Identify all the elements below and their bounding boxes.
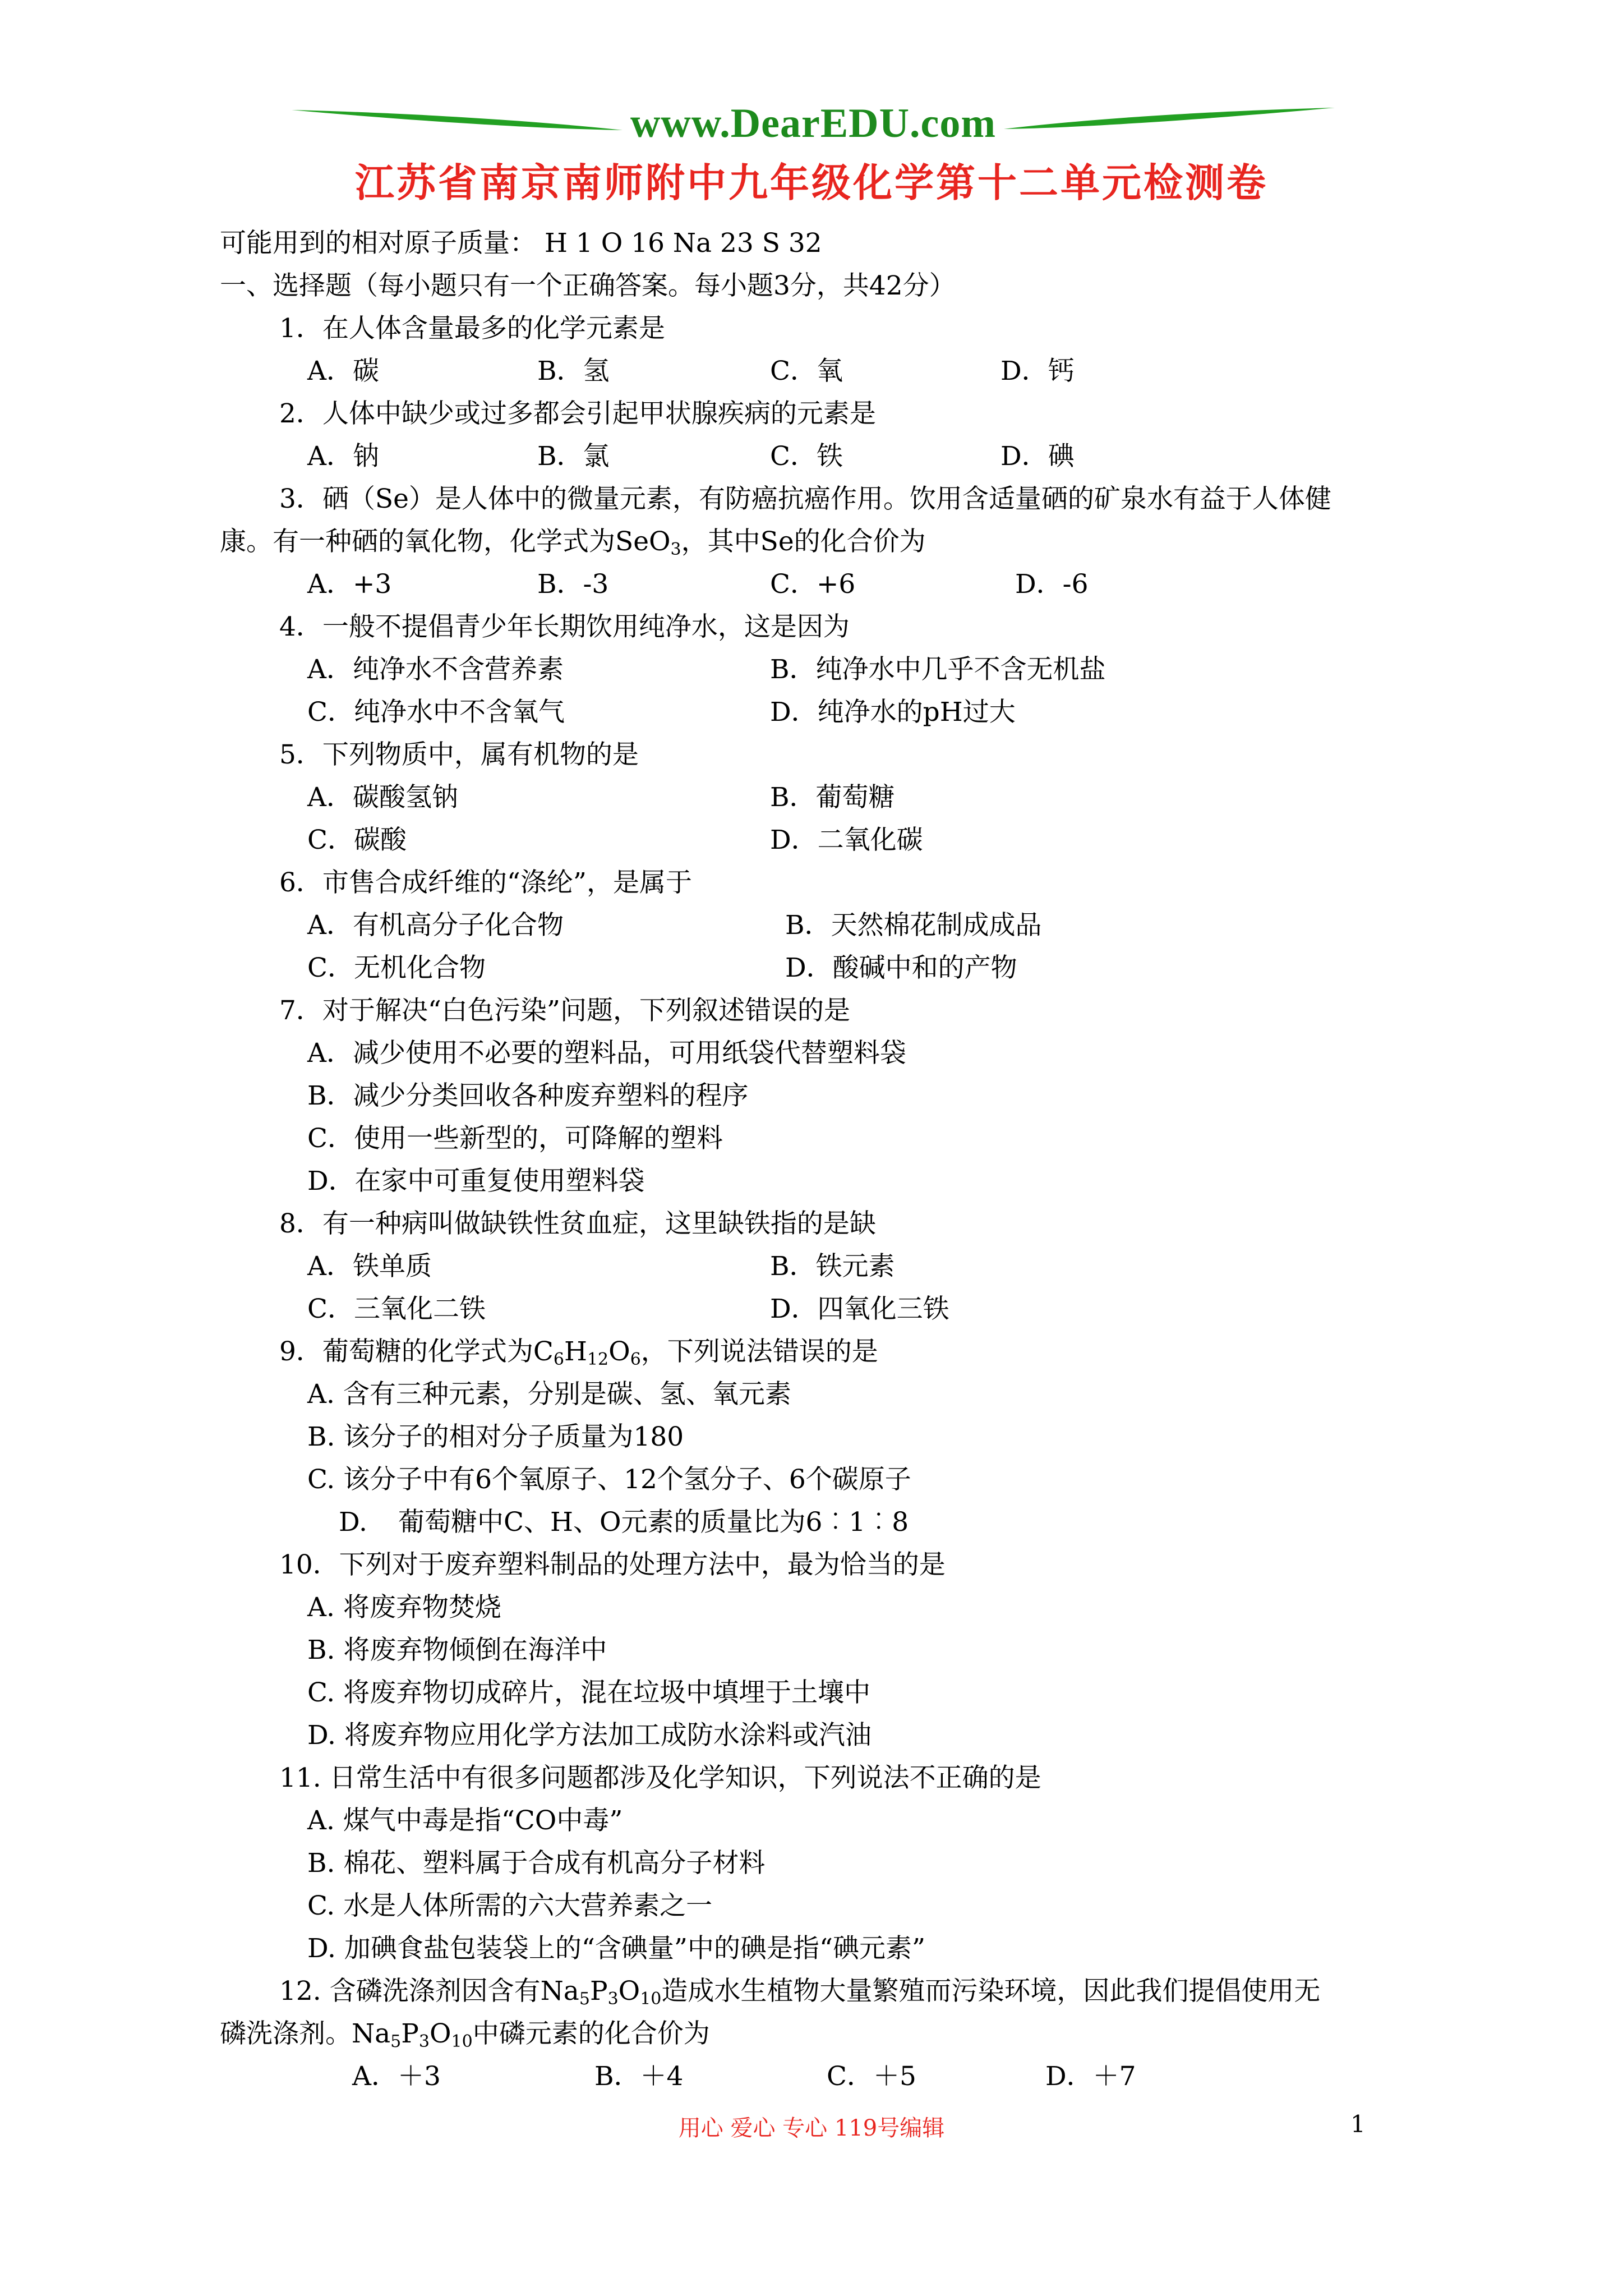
q7-option-a: A．减少使用不必要的塑料品，可用纸袋代替塑料袋: [307, 1038, 906, 1069]
q10-option-b: B. 将废弃物倾倒在海洋中: [307, 1635, 607, 1665]
q2-option-b: B．氯: [537, 441, 610, 472]
q3-option-b: B．-3: [537, 569, 609, 600]
q3-option-a: A．+3: [307, 569, 392, 600]
q9-stem: 9．葡萄糖的化学式为$C_6H_{12}O_6$，下列说法错误的是: [279, 1336, 878, 1369]
q9-option-a: A. 含有三种元素，分别是碳、氢、氧元素: [307, 1379, 791, 1410]
site-logo: [292, 95, 1335, 151]
q12-stem-line1: 12. 含磷洗涤剂因含有$Na_5P_3O_{10}$造成水生植物大量繁殖而污染环境，因此我们提倡使用无: [279, 1976, 1321, 2009]
q5-stem: 5．下列物质中，属有机物的是: [279, 739, 639, 770]
q9-option-c: C. 该分子中有6个氧原子、12个氢分子、6个碳原子: [307, 1464, 911, 1495]
footer-note: 用心 爱心 专心 119号编辑: [678, 2115, 945, 2141]
q6-option-a: A．有机高分子化合物: [307, 910, 564, 941]
q11-stem: 11. 日常生活中有很多问题都涉及化学知识，下列说法不正确的是: [279, 1763, 1041, 1793]
q4-stem: 4．一般不提倡青少年长期饮用纯净水，这是因为: [279, 611, 850, 642]
q2-stem: 2．人体中缺少或过多都会引起甲状腺疾病的元素是: [279, 398, 876, 429]
q12-stem-line2: 磷洗涤剂。$Na_5P_3O_{10}$中磷元素的化合价为: [220, 2018, 710, 2051]
q12-option-b: B．＋4: [594, 2061, 684, 2092]
q8-option-d: D．四氧化三铁: [770, 1294, 949, 1324]
q7-option-d: D．在家中可重复使用塑料袋: [307, 1166, 645, 1197]
q5-option-a: A．碳酸氢钠: [307, 782, 458, 813]
q8-stem: 8．有一种病叫做缺铁性贫血症，这里缺铁指的是缺: [279, 1208, 876, 1239]
q10-stem: 10．下列对于废弃塑料制品的处理方法中，最为恰当的是: [279, 1549, 946, 1580]
q12-option-c: C．＋5: [827, 2061, 916, 2092]
q1-option-d: D．钙: [1000, 356, 1075, 386]
q4-option-c: C．纯净水中不含氧气: [307, 697, 565, 728]
q1-option-a: A．碳: [307, 356, 379, 386]
q3-stem-line2: 康。有一种硒的氧化物，化学式为SeO$_3$，其中Se的化合价为: [220, 526, 926, 559]
q11-option-b: B. 棉花、塑料属于合成有机高分子材料: [307, 1848, 766, 1879]
q6-stem: 6．市售合成纤维的“涤纶”，是属于: [279, 867, 692, 898]
q2-option-d: D．碘: [1000, 441, 1075, 472]
q7-stem: 7．对于解决“白色污染”问题，下列叙述错误的是: [279, 995, 850, 1026]
q9-option-b: B. 该分子的相对分子质量为180: [307, 1421, 684, 1452]
q5-option-c: C．碳酸: [307, 825, 407, 855]
q10-option-d: D. 将废弃物应用化学方法加工成防水涂料或汽油: [307, 1720, 872, 1751]
page-number: 1: [1350, 2110, 1366, 2138]
q8-option-c: C．三氧化二铁: [307, 1294, 486, 1324]
q8-option-a: A．铁单质: [307, 1251, 432, 1282]
site-name: www.DearEDU.com: [630, 100, 997, 146]
atomic-mass-line: 可能用到的相对原子质量： H 1 O 16 Na 23 S 32: [220, 228, 822, 259]
q2-option-a: A．钠: [307, 441, 379, 472]
q1-option-c: C．氧: [770, 356, 843, 386]
q9-option-d: 葡萄糖中C、H、O元素的质量比为6︰1︰8: [398, 1507, 909, 1538]
q5-option-b: B．葡萄糖: [770, 782, 895, 813]
q1-stem: 1．在人体含量最多的化学元素是: [279, 313, 665, 344]
q2-option-c: C．铁: [770, 441, 843, 472]
q7-option-c: C．使用一些新型的，可降解的塑料: [307, 1123, 723, 1154]
q12-option-d: D．＋7: [1045, 2061, 1136, 2092]
q5-option-d: D．二氧化碳: [770, 825, 923, 855]
q9-option-d-label: D.: [339, 1507, 367, 1538]
q3-option-d: D．-6: [1015, 569, 1089, 600]
q10-option-a: A. 将废弃物焚烧: [307, 1592, 501, 1623]
q11-option-c: C. 水是人体所需的六大营养素之一: [307, 1890, 713, 1921]
q10-option-c: C. 将废弃物切成碎片，混在垃圾中填埋于土壤中: [307, 1677, 871, 1708]
q4-option-b: B．纯净水中几乎不含无机盐: [770, 654, 1106, 685]
q6-option-c: C．无机化合物: [307, 953, 486, 983]
q11-option-d: D. 加碘食盐包装袋上的“含碘量”中的碘是指“碘元素”: [307, 1933, 925, 1964]
q8-option-b: B．铁元素: [770, 1251, 895, 1282]
q1-option-b: B．氢: [537, 356, 610, 386]
q7-option-b: B．减少分类回收各种废弃塑料的程序: [307, 1080, 749, 1111]
q6-option-b: B．天然棉花制成成品: [785, 910, 1042, 941]
q12-option-a: A．＋3: [352, 2061, 441, 2092]
q4-option-d: D．纯净水的pH过大: [770, 697, 1016, 728]
q4-option-a: A．纯净水不含营养素: [307, 654, 564, 685]
section-heading: 一、选择题（每小题只有一个正确答案。每小题3分，共42分）: [220, 270, 956, 301]
q3-option-c: C．+6: [770, 569, 856, 600]
document-title: 江苏省南京南师附中九年级化学第十二单元检测卷: [355, 159, 1268, 206]
q11-option-a: A. 煤气中毒是指“CO中毒”: [307, 1805, 623, 1836]
q3-stem-line1: 3．硒（Se）是人体中的微量元素，有防癌抗癌作用。饮用含适量硒的矿泉水有益于人体健: [279, 484, 1331, 514]
q6-option-d: D．酸碱中和的产物: [785, 953, 1017, 983]
